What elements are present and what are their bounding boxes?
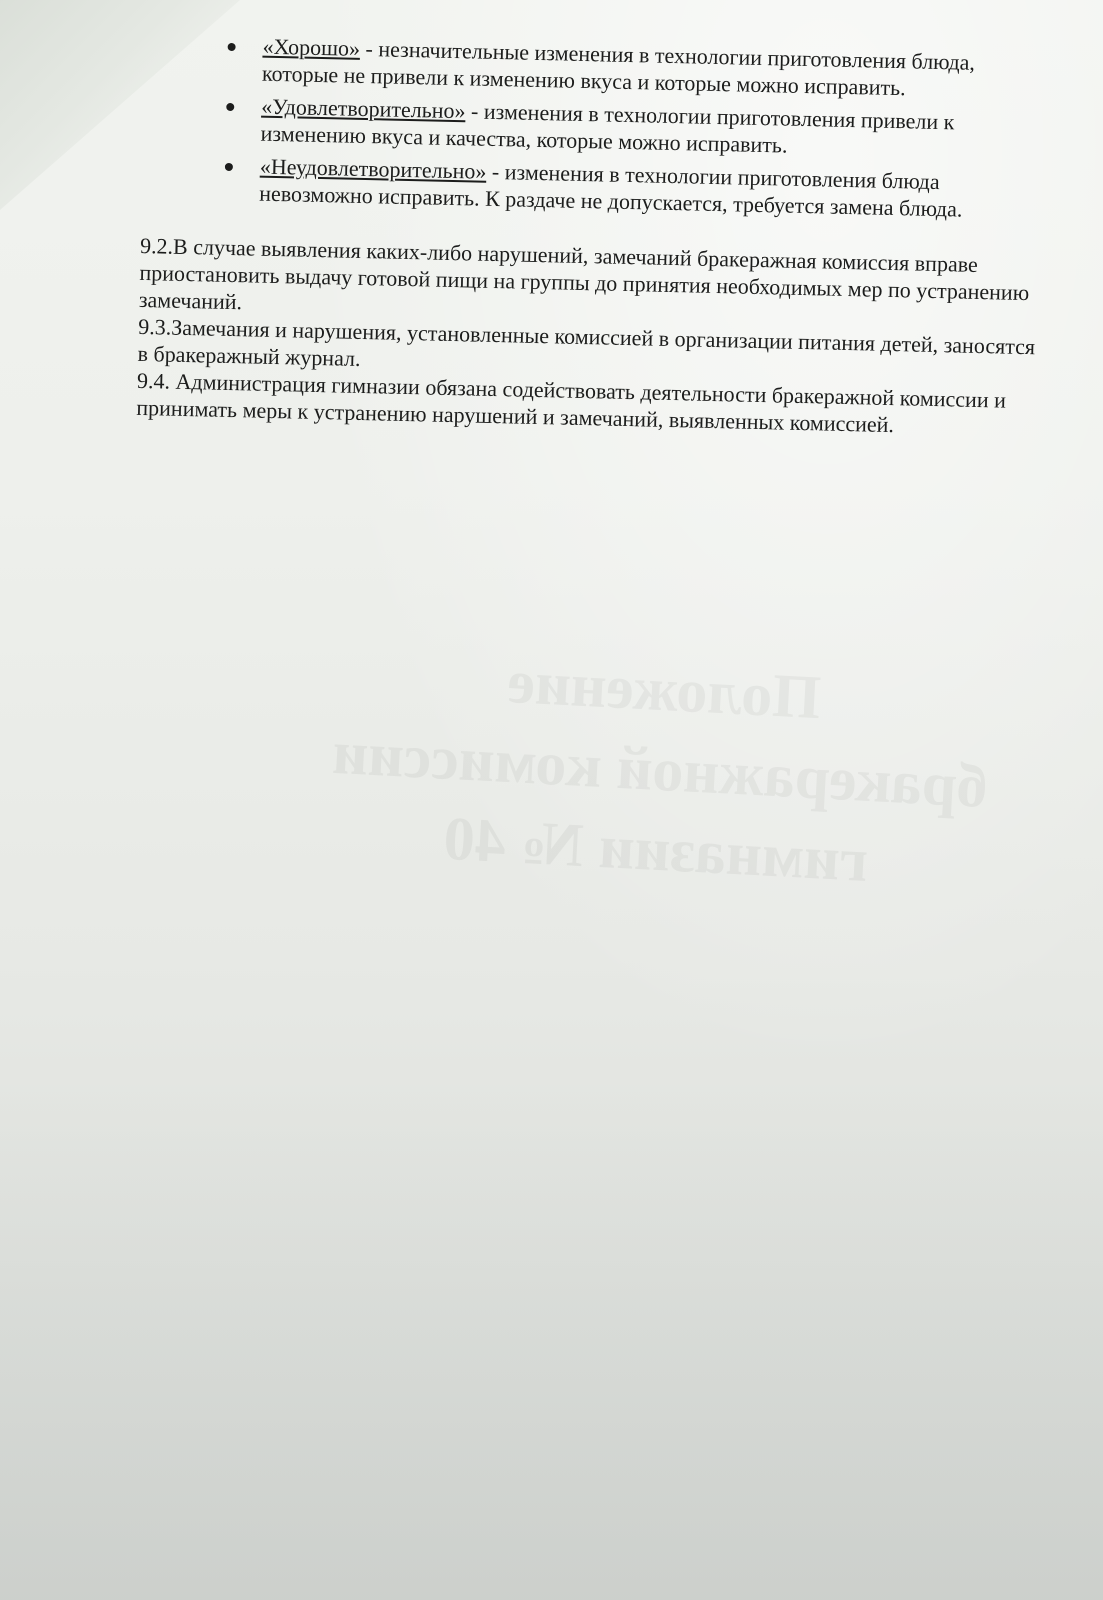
bleed-through-line-2: бракеражной комиссии xyxy=(330,718,990,822)
rating-description: - изменения в технологии приготовления привели к изменению вкуса и качества, которые можно исправить. xyxy=(260,98,955,158)
document-body xyxy=(136,30,1045,441)
rating-description: - изменения в технологии приготовления блюда невозможно исправить. К раздаче не допускается, требуется замена блюда. xyxy=(259,158,963,222)
bleed-through-text xyxy=(294,631,1026,908)
clause-9-4: 9.4. Администрация гимназии обязана содействовать деятельности бракеражной комиссии и принимать меры к устранению нарушений и замечаний, выявленных комиссией. xyxy=(136,367,1007,438)
rating-item-satisfactory xyxy=(260,93,1043,165)
rating-term: «Удовлетворительно» xyxy=(261,93,466,124)
rating-term: «Хорошо» xyxy=(262,33,361,61)
page-shadow xyxy=(0,1080,1103,1600)
rating-description: - незначительные изменения в технологии приготовления блюда, которые не привели к изменению вкуса и которые можно исправить. xyxy=(261,35,976,101)
rating-item-unsatisfactory xyxy=(259,153,1042,225)
clause-9-3: 9.3.Замечания и нарушения, установленные комиссией в организации питания детей, заносятся в бракеражный журнал. xyxy=(137,313,1036,371)
bleed-through-line-1: Положение xyxy=(505,647,823,733)
clause-9-2: 9.2.В случае выявления каких-либо нарушений, замечаний бракеражная комиссия вправе приостановить выдачу готовой пищи на группы до принятия необходимых мер по устранению замечаний. xyxy=(138,232,1030,315)
bullet-icon xyxy=(228,43,236,51)
rating-term: «Неудовлетворительно» xyxy=(259,153,487,184)
bullet-icon xyxy=(225,163,233,171)
clauses xyxy=(136,232,1040,441)
bleed-through-line-3: гимназии № 40 xyxy=(442,804,870,895)
rating-item-good xyxy=(262,33,1045,105)
rating-list xyxy=(141,30,1045,224)
bullet-icon xyxy=(226,103,234,111)
